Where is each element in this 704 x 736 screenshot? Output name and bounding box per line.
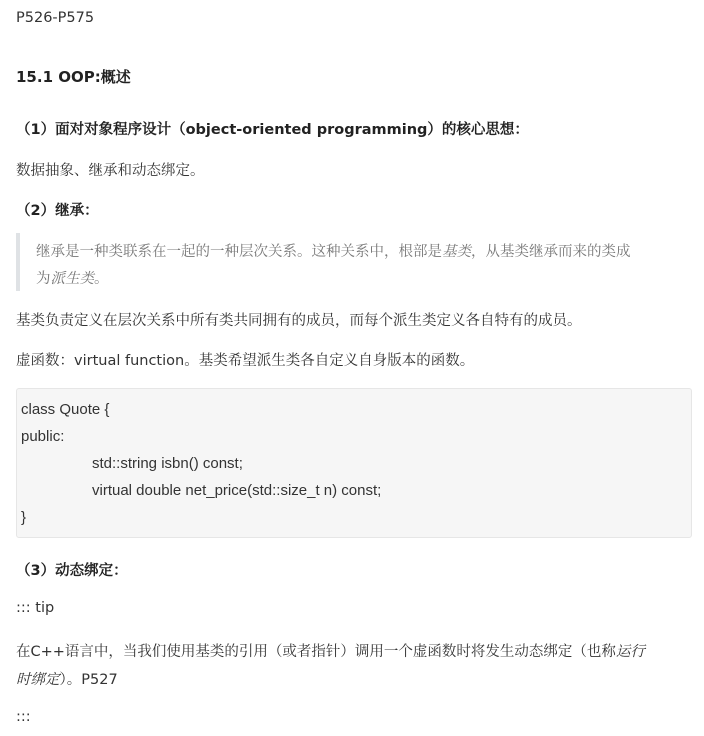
code-line-3: std::string isbn() const; — [92, 455, 243, 472]
paragraph-core-ideas: 数据抽象、继承和动态绑定。 — [16, 163, 205, 179]
quote-text: ，从基类继承而来的类成 — [471, 244, 631, 260]
paragraph-emphasis: 时绑定 — [16, 672, 60, 688]
blockquote — [16, 233, 692, 291]
paragraph-text: ）。P527 — [59, 672, 118, 688]
quote-emphasis-base-class: 基类 — [442, 244, 471, 260]
quote-emphasis-derived-class: 派生类 — [50, 271, 94, 287]
code-line-4: virtual double net_price(std::size_t n) const; — [92, 482, 382, 499]
paragraph-base-class: 基类负责定义在层次关系中所有类共同拥有的成员，而每个派生类定义各自特有的成员。 — [16, 313, 582, 329]
code-line-1: class Quote { — [21, 401, 110, 418]
paragraph-text: 在C++语言中，当我们使用基类的引用（或者指针）调用一个虚函数时将发生动态绑定（也称 — [16, 644, 616, 660]
quote-line-2 — [36, 267, 109, 288]
tip-open: ::: tip — [16, 600, 55, 616]
paragraph-emphasis: 运行 — [615, 644, 645, 660]
code-block — [16, 388, 692, 538]
quote-text: 。 — [94, 271, 109, 287]
item-3-heading: （3）动态绑定： — [16, 563, 128, 579]
code-line-5: } — [21, 509, 27, 526]
quote-line-1 — [36, 240, 631, 261]
section-heading: 15.1 OOP:概述 — [16, 68, 131, 86]
code-line-2: public: — [21, 428, 65, 445]
item-1-heading: （1）面对对象程序设计（object-oriented programming）的核心思想： — [16, 122, 529, 138]
quote-text: 为 — [36, 271, 51, 287]
paragraph-dynamic-binding-line-1 — [16, 640, 645, 661]
item-2-heading: （2）继承： — [16, 203, 99, 219]
paragraph-dynamic-binding-line-2 — [16, 668, 118, 689]
quote-text: 继承是一种类联系在一起的一种层次关系。这种关系中，根部是 — [36, 244, 442, 260]
page-range: P526-P575 — [16, 10, 95, 26]
tip-close: ::: — [16, 709, 31, 725]
paragraph-virtual-function: 虚函数：virtual function。基类希望派生类各自定义自身版本的函数。 — [16, 353, 475, 369]
